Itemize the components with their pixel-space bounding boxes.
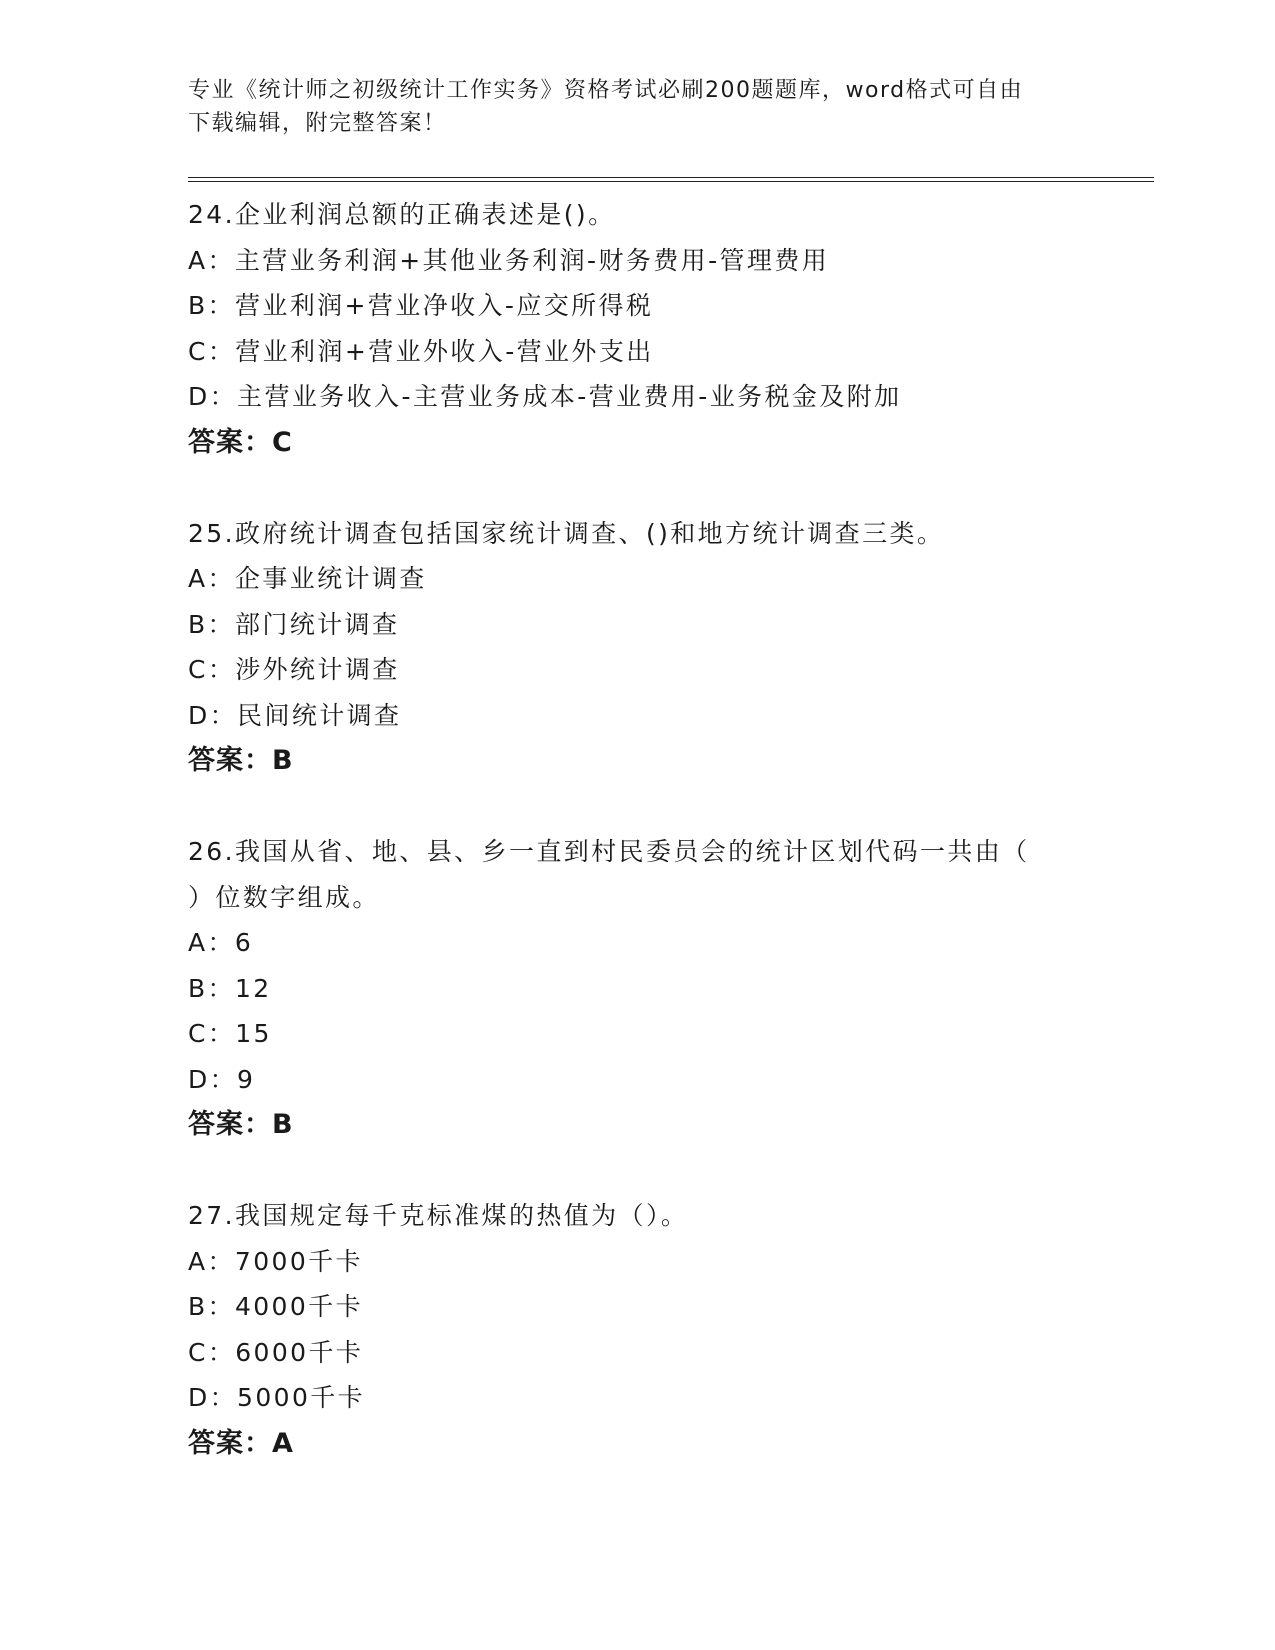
- question-27: [188, 1193, 1118, 1466]
- option-c: C：15: [188, 1019, 272, 1048]
- answer-text: 答案：B: [188, 1109, 294, 1140]
- document-header: [188, 74, 1068, 140]
- option-d: D：9: [188, 1064, 256, 1094]
- option-a: A：主营业务利润+其他业务利润-财务费用-管理费用: [188, 245, 830, 275]
- option-a: A：6: [188, 928, 254, 957]
- header-line-2: 下载编辑，附完整答案！: [188, 111, 447, 136]
- option-b: B：部门统计调查: [188, 609, 400, 639]
- option-d: D：民间统计调查: [188, 700, 402, 730]
- option-c: C：涉外统计调查: [188, 655, 400, 684]
- option-b: B：4000千卡: [188, 1292, 363, 1321]
- header-divider-thick: [188, 181, 1154, 182]
- option-d: D：主营业务收入-主营业务成本-营业费用-业务税金及附加: [188, 382, 902, 411]
- answer-text: 答案：B: [188, 745, 294, 776]
- option-a: A：7000千卡: [188, 1246, 363, 1276]
- question-list: [188, 192, 1118, 1512]
- question-26: [188, 829, 1118, 1147]
- header-line-1: 专业《统计师之初级统计工作实务》资格考试必刷200题题库，word格式可自由: [188, 78, 1024, 103]
- option-b: B：营业利润+营业净收入-应交所得税: [188, 291, 654, 320]
- option-c: C：营业利润+营业外收入-营业外支出: [188, 336, 654, 366]
- option-c: C：6000千卡: [188, 1337, 364, 1367]
- option-a: A：企事业统计调查: [188, 564, 427, 593]
- option-d: D：5000千卡: [188, 1383, 366, 1412]
- question-stem: 25.政府统计调查包括国家统计调查、()和地方统计调查三类。: [188, 518, 945, 548]
- question-stem-line-1: 26.我国从省、地、县、乡一直到村民委员会的统计区划代码一共由（: [188, 837, 1030, 866]
- question-stem-line-2: ）位数字组成。: [188, 882, 380, 912]
- answer-text: 答案：A: [188, 1427, 294, 1459]
- question-25: [188, 511, 1118, 784]
- question-24: [188, 192, 1118, 465]
- option-b: B：12: [188, 973, 272, 1003]
- header-divider-thin: [188, 177, 1154, 178]
- answer-text: 答案：C: [188, 426, 293, 458]
- question-stem: 27.我国规定每千克标准煤的热值为（）。: [188, 1201, 689, 1230]
- question-stem: 24.企业利润总额的正确表述是()。: [188, 200, 616, 229]
